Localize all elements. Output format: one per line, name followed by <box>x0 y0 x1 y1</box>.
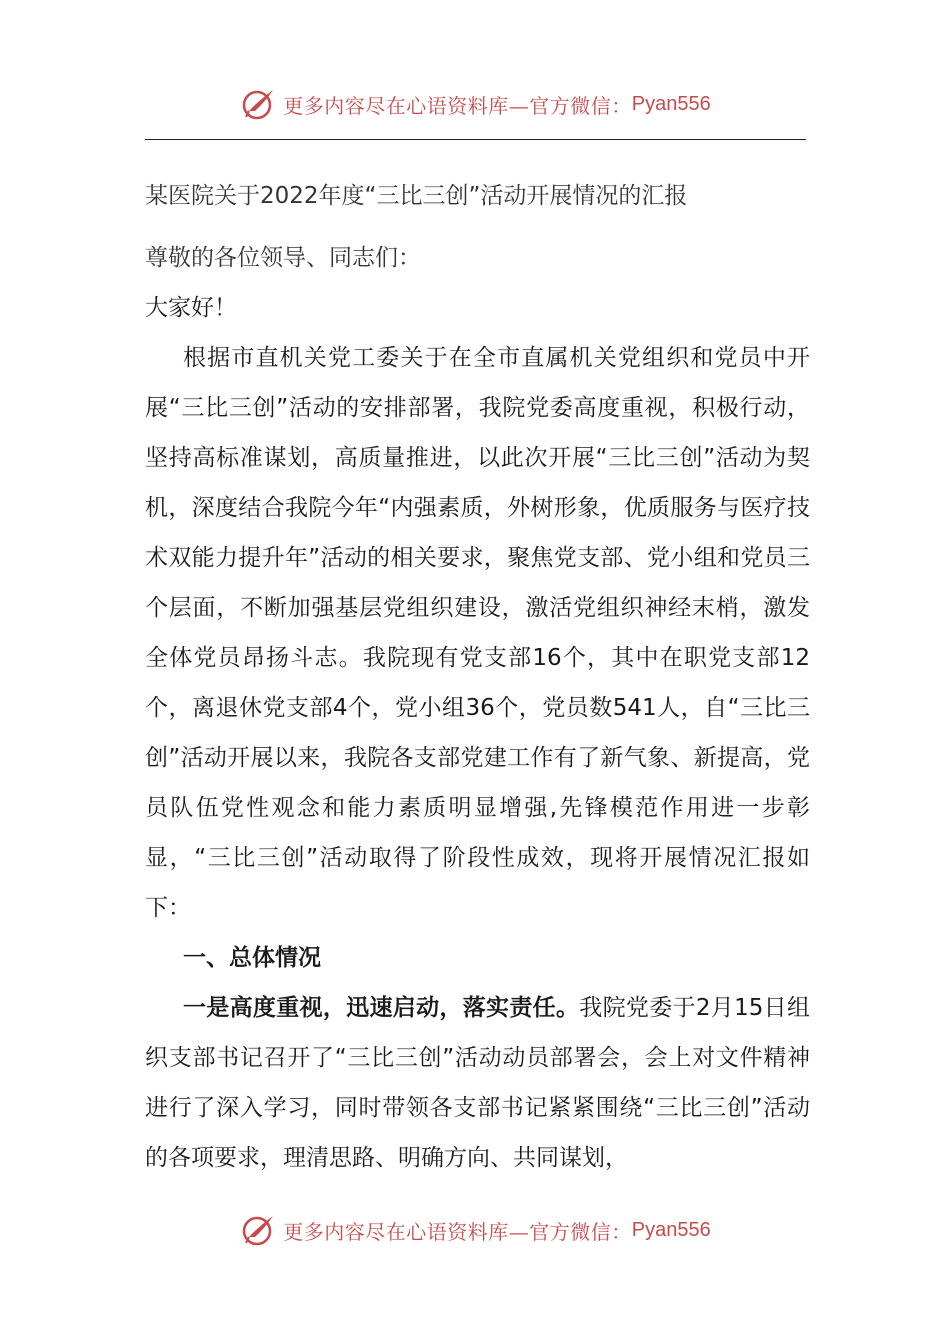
section1-lead: 一是高度重视，迅速启动，落实责任。 <box>183 995 580 1021</box>
quill-logo-icon <box>239 1210 279 1250</box>
document-body <box>145 171 810 1183</box>
header-banner <box>0 84 950 124</box>
header-divider <box>145 139 806 140</box>
section1-paragraph <box>145 983 810 1183</box>
footer-banner-text: 更多内容尽在心语资料库—官方微信： <box>283 1219 632 1244</box>
header-banner-text: 更多内容尽在心语资料库—官方微信： <box>283 93 632 118</box>
document-title: 某医院关于2022年度“三比三创”活动开展情况的汇报 <box>145 183 688 209</box>
footer-wechat-id: Pyan556 <box>631 1218 711 1241</box>
greeting: 大家好！ <box>145 295 237 321</box>
quill-logo-icon <box>239 84 279 124</box>
salutation: 尊敬的各位领导、同志们： <box>145 245 421 271</box>
section1-body: 我院党委于2月15日组织支部书记召开了“三比三创”活动动员部署会，会上对文件精神进行了深入学习，同时带领各支部书记紧紧围绕“三比三创”活动的各项要求，理清思路、明确方向、共同谋划， <box>145 995 810 1171</box>
section-heading-overview: 一、总体情况 <box>183 945 321 971</box>
footer-banner <box>0 1210 950 1250</box>
header-wechat-id: Pyan556 <box>631 92 711 115</box>
intro-paragraph: 根据市直机关党工委关于在全市直属机关党组织和党员中开展“三比三创”活动的安排部署，我院党委高度重视，积极行动，坚持高标准谋划，高质量推进，以此次开展“三比三创”活动为契机，深度结合我院今年“内强素质，外树形象，优质服务与医疗技术双能力提升年”活动的相关要求，聚焦党支部、党小组和党员三个层面，不断加强基层党组织建设，激活党组织神经末梢，激发全体党员昂扬斗志。我院现有党支部16个，其中在职党支部12个，离退休党支部4个，党小组36个，党员数541人，自“三比三创”活动开展以来，我院各支部党建工作有了新气象、新提高，党员队伍党性观念和能力素质明显增强,先锋模范作用进一步彰显，“三比三创”活动取得了阶段性成效，现将开展情况汇报如下： <box>145 345 810 921</box>
